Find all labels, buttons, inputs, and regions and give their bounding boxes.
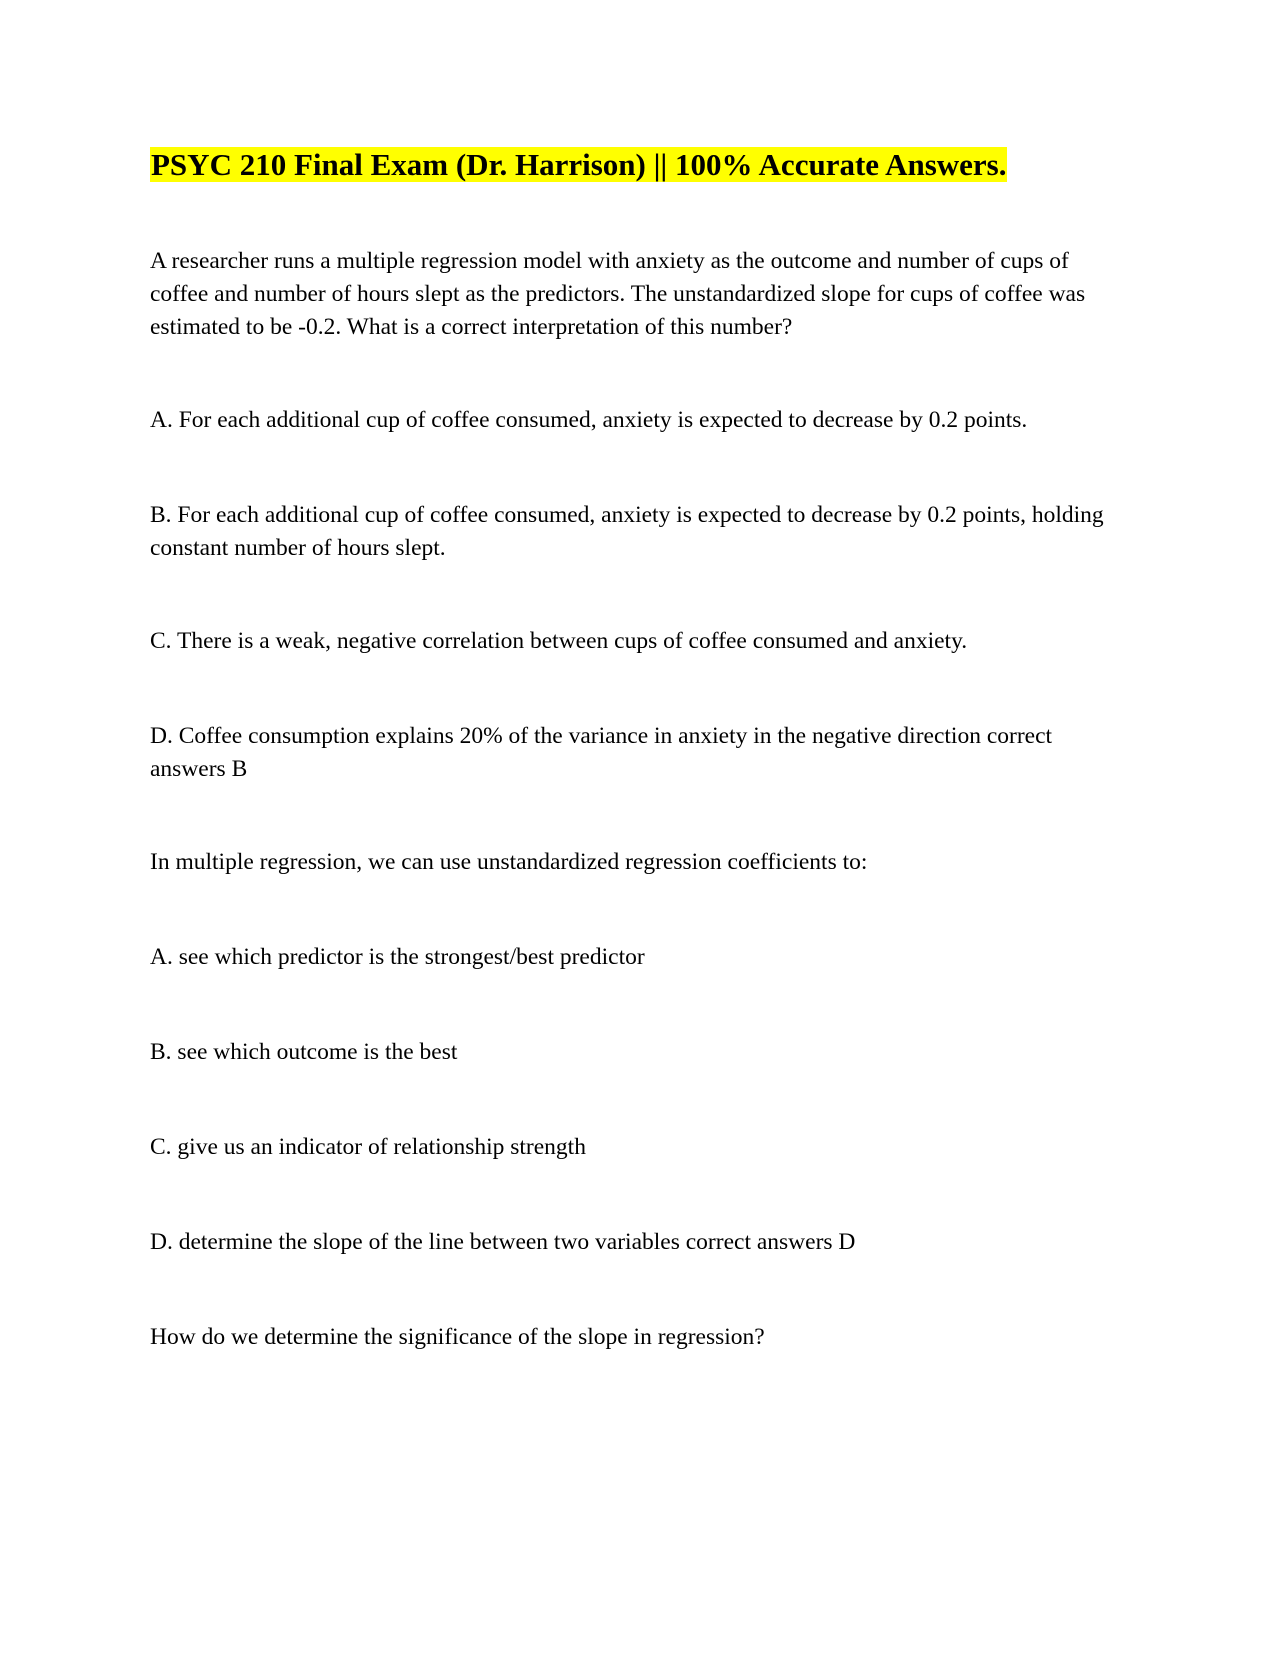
highlighted-title-text: PSYC 210 Final Exam (Dr. Harrison) || 100% Accurate Answers. (151, 147, 1007, 182)
question-1-text: A researcher runs a multiple regression model with anxiety as the outcome and number of cups of coffee and number of hours slept as the predictors. The unstandardized slope for cups of coffee was estimated to be -0.2. What is a correct interpretation of this number? (150, 248, 1086, 340)
question-1-option-b: B. For each additional cup of coffee consumed, anxiety is expected to decrease by 0.2 points, holding constant number of hours slept. (150, 502, 1104, 561)
question-2-text: In multiple regression, we can use unstandardized regression coefficients to: (150, 849, 868, 875)
question-1-option-a: A. For each additional cup of coffee consumed, anxiety is expected to decrease by 0.2 points. (150, 407, 1028, 433)
document-title (150, 146, 1007, 184)
question-2-option-c: C. give us an indicator of relationship strength (150, 1134, 586, 1160)
question-1-option-c: C. There is a weak, negative correlation between cups of coffee consumed and anxiety. (150, 628, 968, 654)
question-3-text: How do we determine the significance of the slope in regression? (150, 1324, 765, 1350)
question-1-option-d: D. Coffee consumption explains 20% of the variance in anxiety in the negative direction correct answers B (150, 723, 1053, 782)
question-2-option-d: D. determine the slope of the line between two variables correct answers D (150, 1229, 856, 1255)
question-2-option-b: B. see which outcome is the best (150, 1039, 458, 1065)
question-2-option-a: A. see which predictor is the strongest/best predictor (150, 944, 645, 970)
